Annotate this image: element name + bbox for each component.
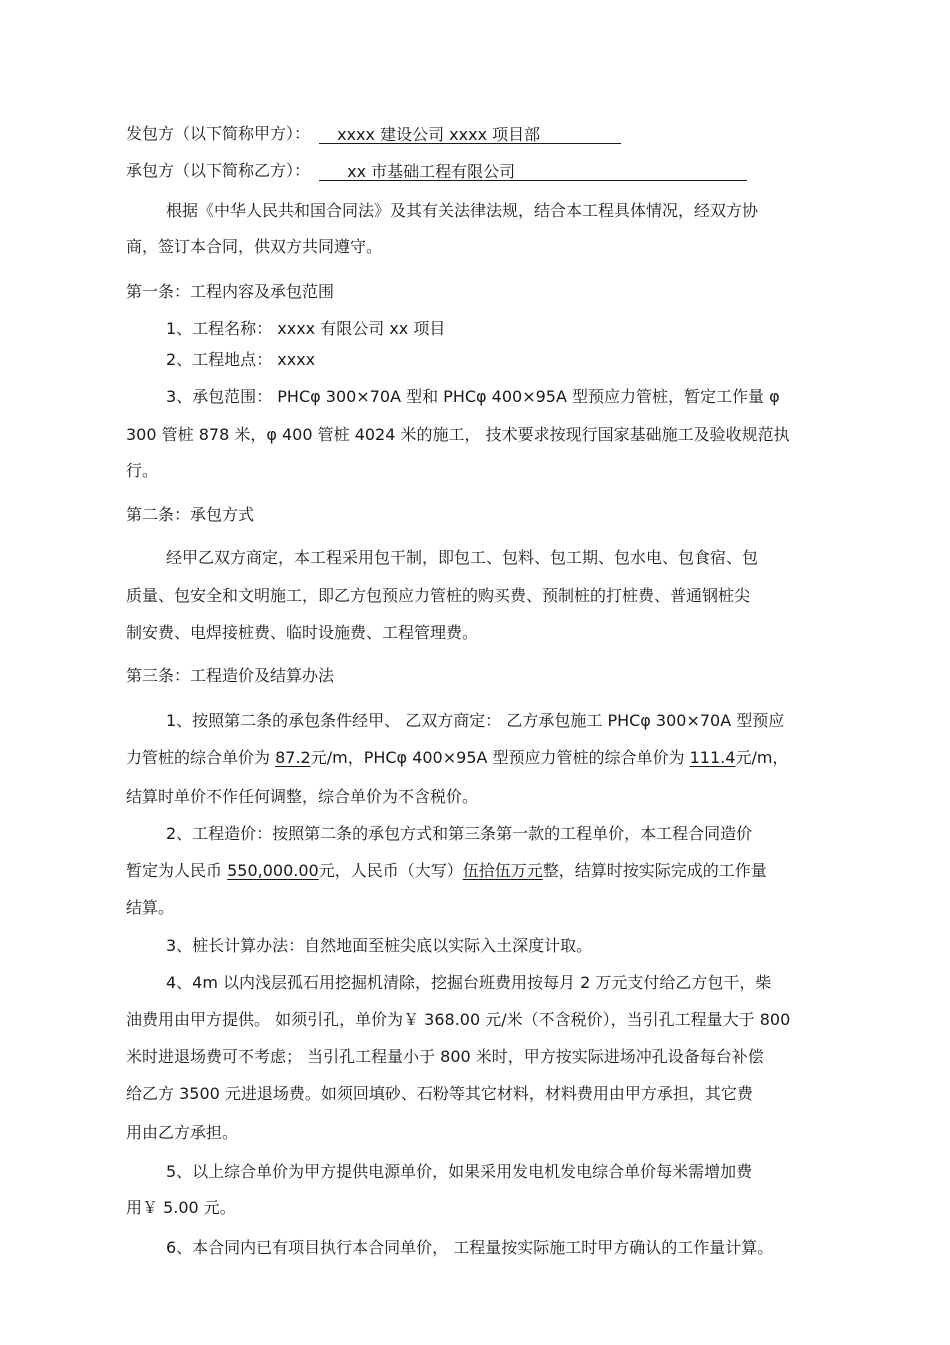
article-1-title: 第一条：工程内容及承包范围 [126,282,335,301]
article-1-item-1: 1、工程名称： xxxx 有限公司 xx 项目 [166,319,446,338]
text-segment: 力管桩的综合单价为 [126,748,276,767]
contract-amount: 550,000.00 [227,861,319,880]
intro-line-2: 商，签订本合同，供双方共同遵守。 [126,237,383,256]
article-3-title: 第三条：工程造价及结算办法 [126,666,335,685]
article-3-item-4-line-5: 用由乙方承担。 [126,1123,239,1142]
article-1-item-3-line-3: 行。 [126,461,159,480]
article-3-item-2-line-2 [126,861,767,881]
party-a-label: 发包方（以下简称甲方）： [126,124,311,143]
article-2-line-2: 质量、包安全和文明施工，即乙方包预应力管桩的购买费、预制桩的打桩费、普通钢桩尖 [126,586,751,605]
article-3-item-4-line-3: 米时进退场费可不考虑； 当引孔工程量小于 800 米时，甲方按实际进场冲孔设备每台补偿 [126,1047,764,1066]
party-b-value-field [319,162,747,181]
article-3-item-2-line-1: 2、工程造价：按照第二条的承包方式和第三条第一款的工程单价，本工程合同造价 [166,824,753,843]
intro-line-1: 根据《中华人民共和国合同法》及其有关法律法规，结合本工程具体情况，经双方协 [166,201,759,220]
party-a-value-field [319,125,621,144]
article-2-title: 第二条：承包方式 [126,505,255,524]
article-3-item-1-line-3: 结算时单价不作任何调整，综合单价为不含税价。 [126,787,479,806]
article-3-item-3: 3、桩长计算办法：自然地面至桩尖底以实际入土深度计取。 [166,936,593,955]
article-3-item-4-line-1: 4、4m 以内浅层孤石用挖掘机清除，挖掘台班费用按每月 2 万元支付给乙方包干，柴 [166,973,772,992]
article-1-item-3-line-1: 3、承包范围： PHCφ 300×70A 型和 PHCφ 400×95A 型预应力管桩，暂定工作量 φ [166,387,780,406]
article-3-item-2-line-3: 结算。 [126,898,175,917]
article-3-item-6: 6、本合同内已有项目执行本合同单价， 工程量按实际施工时甲方确认的工作量计算。 [166,1238,774,1257]
unit-price-300: 87.2 [275,748,311,767]
article-3-item-1-line-2 [126,748,788,768]
article-2-line-3: 制安费、电焊接桩费、临时设施费、工程管理费。 [126,623,479,642]
party-b-label: 承包方（以下简称乙方）： [126,161,311,180]
article-3-item-5-line-2: 用￥ 5.00 元。 [126,1198,236,1217]
text-segment: 元，人民币（大写） [318,861,463,880]
article-3-item-4-line-2: 油费用由甲方提供。 如须引孔，单价为￥ 368.00 元/米（不含税价），当引孔工程量大于 800 [126,1010,791,1029]
article-3-item-5-line-1: 5、以上综合单价为甲方提供电源单价，如果采用发电机发电综合单价每米需增加费 [166,1162,753,1181]
article-1-item-3-line-2: 300 管桩 878 米，φ 400 管桩 4024 米的施工， 技术要求按现行国家基础施工及验收规范执 [126,425,790,444]
unit-price-400: 111.4 [689,748,736,767]
party-a-row [126,124,621,144]
article-2-line-1: 经甲乙双方商定，本工程采用包干制，即包工、包料、包工期、包水电、包食宿、包 [166,548,759,567]
article-1-item-2: 2、工程地点： xxxx [166,350,316,369]
article-3-item-4-line-4: 给乙方 3500 元进退场费。如须回填砂、石粉等其它材料，材料费用由甲方承担，其它费 [126,1084,753,1103]
text-segment: 暂定为人民币 [126,861,228,880]
text-segment: 元/m， [735,748,789,767]
party-a-value: xxxx 建设公司 xxxx 项目部 [337,125,541,144]
party-b-value: xx 市基础工程有限公司 [347,162,516,181]
article-3-item-1-line-1: 1、按照第二条的承包条件经甲、 乙双方商定： 乙方承包施工 PHCφ 300×70A 型预应 [166,711,785,730]
contract-amount-chinese: 伍拾伍万元 [462,861,543,880]
text-segment: 元/m，PHCφ 400×95A 型预应力管桩的综合单价为 [310,748,690,767]
text-segment: 整，结算时按实际完成的工作量 [542,861,767,880]
party-b-row [126,161,747,181]
